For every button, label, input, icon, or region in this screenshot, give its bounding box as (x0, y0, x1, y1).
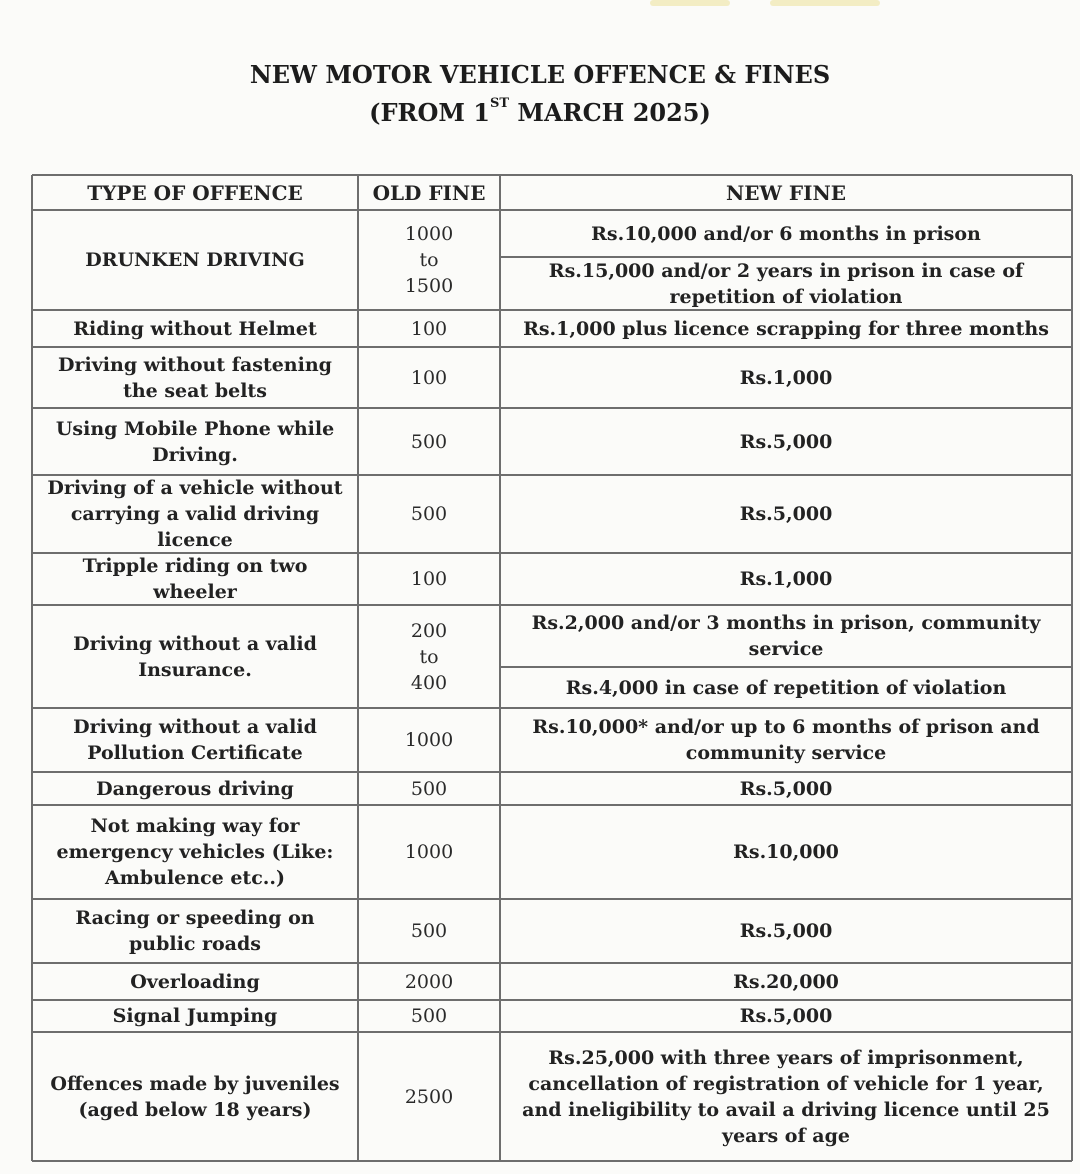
offence-cell-text: Dangerous driving (96, 777, 294, 800)
top-edge-mark (770, 0, 880, 6)
header-old-fine-text: OLD FINE (372, 180, 486, 205)
page-title: NEW MOTOR VEHICLE OFFENCE & FINES (249, 60, 831, 89)
old-fine-value: 1000 (404, 223, 454, 245)
old-fine-value: 500 (410, 920, 448, 942)
old-fine-cell (364, 1000, 494, 1032)
offence-cell-text: Tripple riding on two wheeler (82, 555, 308, 603)
offence-cell (42, 347, 348, 408)
header-offence (42, 175, 348, 210)
new-fine-cell (510, 772, 1062, 805)
new-fine-cell (510, 805, 1062, 899)
old-fine-value: 1500 (404, 275, 454, 297)
new-fine-cell (510, 347, 1062, 408)
offence-cell-text: Not making way for emergency vehicles (Like: Ambulence etc..) (56, 815, 334, 889)
new-fine-cell (510, 667, 1062, 708)
new-fine-cell (510, 605, 1062, 667)
old-fine-value: 500 (410, 503, 448, 525)
fines-table (32, 175, 1072, 1161)
offence-cell (42, 408, 348, 475)
offence-cell-text: Driving of a vehicle without carrying a valid driving licence (47, 477, 343, 551)
new-fine-cell (510, 408, 1062, 475)
offence-cell-text: Signal Jumping (112, 1005, 278, 1027)
new-fine-cell (510, 963, 1062, 1000)
old-fine-cell (364, 899, 494, 963)
offence-cell-text: Driving without fastening the seat belts (58, 353, 332, 402)
new-fine-cell-text: Rs.5,000 (739, 503, 833, 525)
column-border (499, 175, 501, 1161)
offence-cell-text: Driving without a valid Pollution Certificate (73, 716, 317, 764)
old-fine-cell (364, 310, 494, 347)
old-fine-cell (364, 772, 494, 805)
new-fine-cell-text: Rs.5,000 (739, 777, 833, 800)
offence-cell-text: Riding without Helmet (73, 317, 317, 340)
offence-cell (42, 963, 348, 1000)
new-fine-cell (510, 708, 1062, 772)
offence-cell-text: Driving without a valid Insurance. (73, 632, 317, 681)
old-fine-cell (364, 475, 494, 553)
old-fine-value: 2500 (404, 1085, 454, 1108)
new-fine-cell-text: Rs.5,000 (739, 920, 833, 942)
column-border (1071, 175, 1073, 1161)
old-fine-value: 100 (410, 366, 448, 389)
new-fine-cell-text: Rs.10,000* and/or up to 6 months of prison and community service (532, 716, 1040, 764)
new-fine-cell-text: Rs.25,000 with three years of imprisonment, cancellation of registration of vehicle for 1 year, and ineligibility to avail a driving licence until 25 years of age (522, 1046, 1050, 1147)
new-fine-cell-text: Rs.10,000 and/or 6 months in prison (591, 222, 981, 245)
old-fine-value: to (419, 645, 439, 668)
old-fine-cell (364, 1032, 494, 1161)
new-fine-cell-text: Rs.1,000 (739, 366, 833, 389)
new-fine-cell (510, 553, 1062, 605)
offence-cell (42, 310, 348, 347)
old-fine-cell (364, 347, 494, 408)
header-old-fine (368, 175, 490, 210)
old-fine-value: 100 (410, 568, 448, 590)
old-fine-cell (364, 408, 494, 475)
old-fine-value: 200 (410, 619, 448, 642)
new-fine-cell (510, 899, 1062, 963)
offence-cell-text: Overloading (130, 970, 260, 993)
new-fine-cell-text: Rs.20,000 (733, 970, 839, 993)
old-fine-cell (364, 210, 494, 310)
header-offence-text: TYPE OF OFFENCE (87, 180, 303, 205)
new-fine-cell-text: Rs.1,000 (739, 568, 833, 590)
new-fine-cell (510, 310, 1062, 347)
old-fine-cell (364, 805, 494, 899)
offence-cell-text: Racing or speeding on public roads (75, 907, 315, 955)
offence-cell (42, 605, 348, 708)
old-fine-value: 400 (410, 671, 448, 694)
old-fine-value: 500 (410, 777, 448, 800)
offence-cell (42, 210, 348, 310)
new-fine-cell-text: Rs.15,000 and/or 2 years in prison in case of repetition of violation (548, 259, 1024, 308)
old-fine-cell (364, 963, 494, 1000)
old-fine-value: 500 (410, 430, 448, 453)
new-fine-cell (510, 210, 1062, 257)
old-fine-cell (364, 605, 494, 708)
offence-cell (42, 1000, 348, 1032)
page-subtitle: (FROM 1ST MARCH 2025) (369, 96, 711, 127)
offence-cell (42, 1032, 348, 1161)
offence-cell (42, 899, 348, 963)
new-fine-cell-text: Rs.4,000 in case of repetition of violation (565, 676, 1007, 699)
old-fine-value: 500 (410, 1005, 448, 1027)
new-fine-cell-text: Rs.2,000 and/or 3 months in prison, community service (531, 612, 1041, 660)
new-fine-cell-text: Rs.10,000 (733, 841, 839, 863)
offence-cell (42, 708, 348, 772)
offence-cell-text: Using Mobile Phone while Driving. (55, 417, 335, 466)
new-fine-cell-text: Rs.5,000 (739, 430, 833, 453)
old-fine-cell (364, 553, 494, 605)
column-border (31, 175, 33, 1161)
new-fine-cell (510, 257, 1062, 310)
new-fine-cell (510, 475, 1062, 553)
offence-cell (42, 553, 348, 605)
old-fine-value: to (419, 249, 439, 271)
offence-cell (42, 772, 348, 805)
new-fine-cell-text: Rs.5,000 (739, 1005, 833, 1027)
header-new-fine (510, 175, 1062, 210)
old-fine-cell (364, 708, 494, 772)
old-fine-value: 2000 (404, 970, 454, 993)
offence-cell-text: Offences made by juveniles (aged below 18 years) (50, 1072, 340, 1121)
offence-cell-text: DRUNKEN DRIVING (85, 249, 305, 271)
top-edge-mark (650, 0, 730, 6)
old-fine-value: 1000 (404, 729, 454, 751)
offence-cell (42, 805, 348, 899)
new-fine-cell (510, 1032, 1062, 1161)
old-fine-value: 100 (410, 317, 448, 340)
column-border (357, 175, 359, 1161)
old-fine-value: 1000 (404, 841, 454, 863)
new-fine-cell-text: Rs.1,000 plus licence scrapping for three months (523, 317, 1049, 340)
offence-cell (42, 475, 348, 553)
new-fine-cell (510, 1000, 1062, 1032)
header-new-fine-text: NEW FINE (725, 180, 847, 205)
